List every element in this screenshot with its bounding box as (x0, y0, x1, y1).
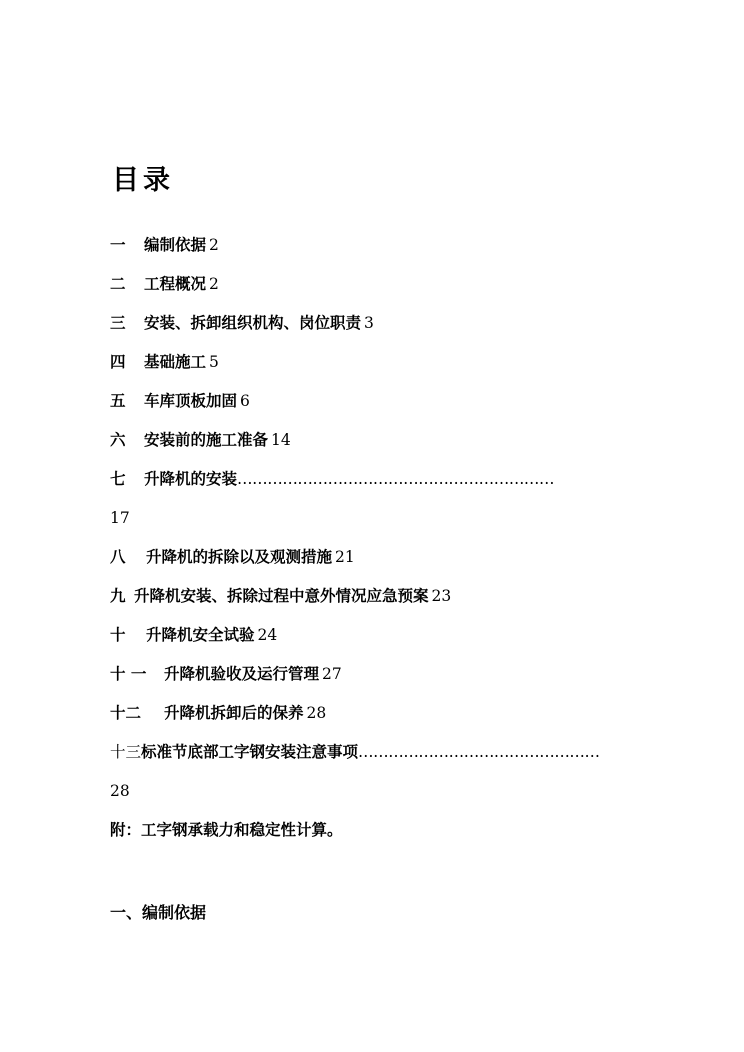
section-heading: 一、编制依据 (110, 903, 207, 922)
toc-entry-title: 升降机的拆除以及观测措施 (146, 547, 333, 566)
toc-entry-number: 十二 (110, 703, 142, 722)
appendix-line: 附：工字钢承载力和稳定性计算。 (110, 820, 343, 839)
toc-entry[interactable] (110, 234, 640, 256)
toc-entry-title: 车库顶板加固 (144, 391, 238, 410)
toc-entry-number: 七 (110, 469, 126, 488)
toc-entry-page: 27 (322, 665, 342, 683)
toc-entry-page: 3 (364, 314, 374, 332)
toc-entry-page: 21 (335, 548, 355, 566)
toc-entry[interactable] (110, 273, 640, 295)
toc-entry-title: 标准节底部工字钢安装注意事项 (141, 742, 359, 761)
toc-entry-title: 升降机拆卸后的保养 (164, 703, 304, 722)
toc-entry-number: 六 (110, 430, 126, 449)
toc-entry-title: 升降机安装、拆除过程中意外情况应急预案 (134, 586, 429, 605)
toc-entry[interactable] (110, 741, 640, 763)
toc-entry-page: 24 (257, 626, 278, 644)
toc-entry-number: 九 (110, 586, 126, 605)
toc-entry-number: 十 一 (110, 664, 147, 683)
toc-entry-title: 编制依据 (144, 235, 207, 254)
toc-entry-number: 五 (110, 391, 126, 410)
toc-entry-page[interactable]: 28 (110, 782, 130, 800)
toc-entry[interactable] (110, 702, 640, 724)
toc-entry-number: 十 (110, 625, 126, 644)
toc-entry-number: 一 (110, 235, 126, 254)
toc-entry-title: 安装、拆卸组织机构、岗位职责 (144, 313, 362, 332)
toc-entry-page: 14 (271, 431, 291, 449)
toc-entry[interactable] (110, 585, 640, 607)
toc-entry[interactable] (110, 624, 640, 646)
toc-entry[interactable] (110, 312, 640, 334)
toc-entry-page: 6 (240, 392, 250, 410)
toc-entry-title: 工程概况 (144, 274, 207, 293)
toc-entry-title: 安装前的施工准备 (144, 430, 269, 449)
toc-entry[interactable] (110, 546, 640, 568)
toc-leader-dots: ……………………………………………………… (237, 470, 555, 488)
toc-entry-number: 四 (110, 352, 126, 371)
toc-entry[interactable] (110, 351, 640, 373)
toc-entry-page: 23 (431, 587, 452, 605)
toc-entry[interactable] (110, 390, 640, 412)
toc-entry[interactable] (110, 663, 640, 685)
toc-entry-title: 升降机的安装 (144, 469, 238, 488)
toc-entry-number: 十三 (110, 743, 142, 761)
toc-title: 目录 (112, 165, 174, 196)
toc-entry-page[interactable]: 17 (110, 509, 130, 527)
toc-entry-page: 2 (209, 275, 219, 293)
toc-entry-title: 升降机安全试验 (146, 625, 255, 644)
toc-entry-number: 二 (110, 274, 126, 293)
toc-entry-page: 5 (209, 353, 219, 371)
toc-leader-dots: ………………………………………… (358, 743, 600, 761)
toc-entry-title: 基础施工 (144, 352, 207, 371)
toc-entry-page: 2 (209, 236, 219, 254)
toc-entry-page: 28 (306, 704, 327, 722)
toc-entry[interactable] (110, 468, 640, 490)
toc-entry-number: 八 (110, 547, 126, 566)
toc-entry[interactable] (110, 429, 640, 451)
toc-entry-title: 升降机验收及运行管理 (164, 664, 320, 683)
toc-entry-number: 三 (110, 313, 126, 332)
